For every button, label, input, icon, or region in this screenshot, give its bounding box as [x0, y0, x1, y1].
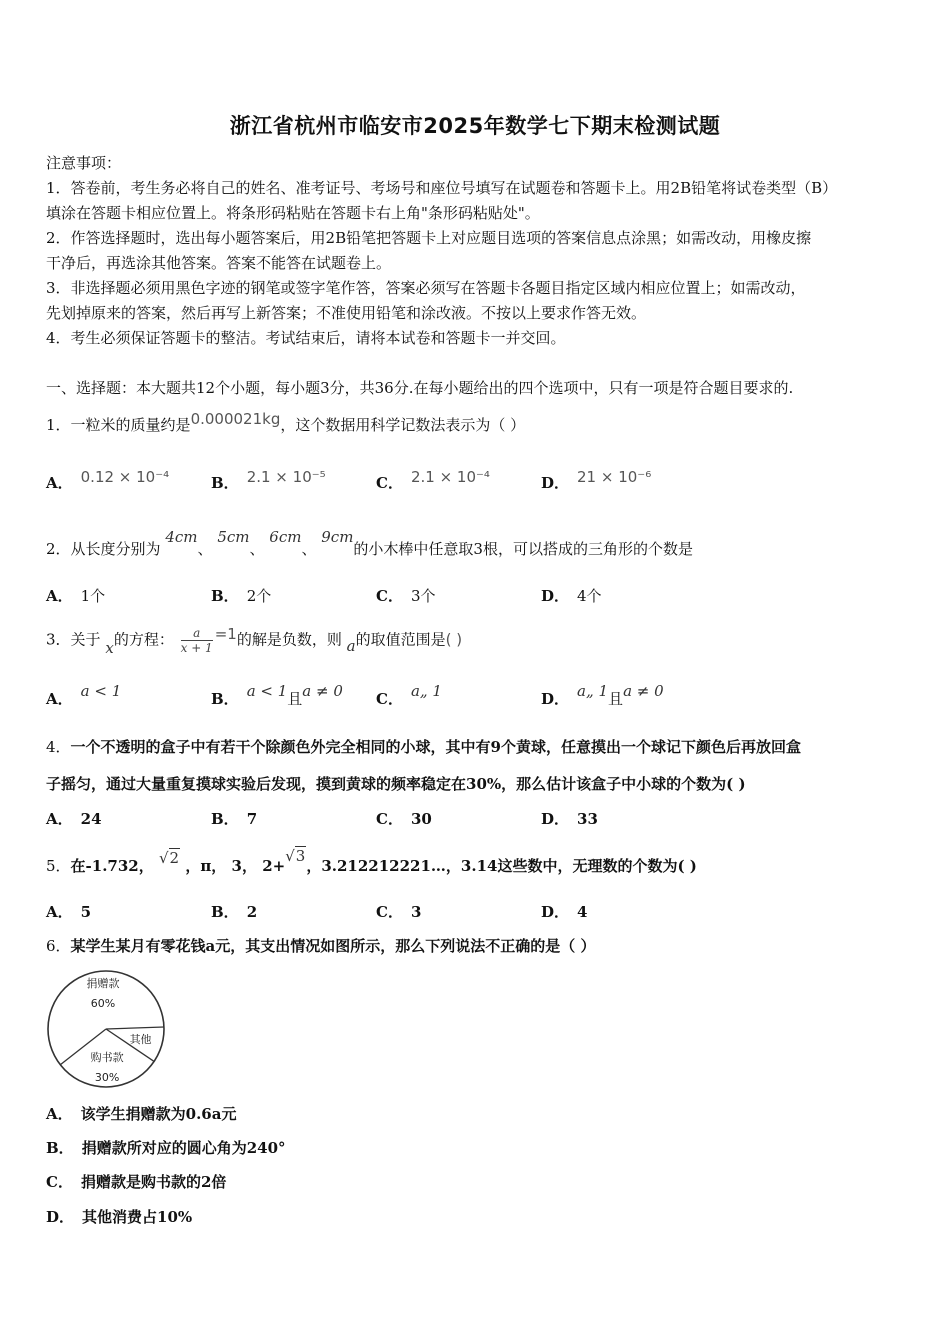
q1-option-c: C． 2.1 × 10⁻⁴ — [376, 468, 490, 492]
q4-option-c: C． 30 — [376, 810, 432, 828]
q5-sqrt-2: √2 — [158, 849, 180, 867]
q2-length-3: 6cm — [269, 528, 302, 546]
q4-option-d: D． 33 — [541, 810, 598, 828]
q4-option-b: B． 7 — [211, 810, 258, 828]
pie-group — [48, 971, 164, 1087]
q2-length-4: 9cm — [321, 528, 354, 546]
q2-option-b: B． 2个 — [211, 587, 272, 605]
notes-heading: 注意事项： — [46, 154, 122, 172]
q5-option-d: D． 4 — [541, 903, 588, 921]
q6-option-a: A． 该学生捐赠款为0.6a元 — [46, 1105, 237, 1123]
question-4-line-2: 子摇匀，通过大量重复摸球实验后发现，摸到黄球的频率稳定在30%，那么估计该盒子中小球的个数为( ) — [46, 775, 746, 793]
q3-option-a: A． a < 1 — [46, 682, 122, 708]
q1-option-a: A． 0.12 × 10⁻⁴ — [46, 468, 170, 492]
question-2: 2．从长度分别为 4cm、 5cm、 6cm、 9cm的小木棒中任意取3根，可以搭成的三角形的个数是 — [46, 528, 693, 558]
question-3: 3．关于 x的方程： $\frac{a}{x + 1}$ =1的解是负数，则 a的取值范围是( ) — [46, 624, 463, 657]
q3-option-b: B． a < 1且a ≠ 0 — [211, 682, 343, 708]
note-4: 4．考生必须保证答题卡的整洁。考试结束后，请将本试卷和答题卡一并交回。 — [46, 329, 566, 347]
q1-option-d: D． 21 × 10⁻⁶ — [541, 468, 652, 492]
question-5: 5．在-1.732， √2 ，π， 3， 2+√3，3.212212221…，3.14这些数中，无理数的个数为( ) — [46, 847, 697, 875]
note-1a: 1．答卷前，考生务必将自己的姓名、准考证号、考场号和座位号填写在试题卷和答题卡上。用2B铅笔将试卷类型（B） — [46, 179, 838, 197]
q6-option-b: B． 捐赠款所对应的圆心角为240° — [46, 1139, 286, 1157]
q5-option-a: A． 5 — [46, 903, 92, 921]
q1-value: 0.000021kg — [190, 410, 281, 428]
pie-label-3: 其他 — [129, 1032, 152, 1046]
q5-option-c: C． 3 — [376, 903, 422, 921]
q6-option-d: D． 其他消费占10% — [46, 1208, 193, 1226]
q2-number: 2． — [46, 540, 71, 558]
pie-value-label-2: 30% — [94, 1070, 120, 1084]
note-2b: 干净后，再选涂其他答案。答案不能答在试题卷上。 — [46, 254, 392, 272]
question-1 — [46, 410, 526, 435]
q2-post: 的小木棒中任意取3根，可以搭成的三角形的个数是 — [353, 540, 693, 558]
q3-option-d: D． a„ 1且a ≠ 0 — [541, 682, 664, 708]
q3-option-c: C． a„ 1 — [376, 682, 442, 708]
q3-number: 3． — [46, 630, 71, 649]
expense-pie-chart — [45, 970, 167, 1092]
q1-pre: 一粒米的质量约是 — [70, 416, 191, 434]
page-title: 浙江省杭州市临安市2025年数学七下期末检测试题 — [229, 114, 721, 138]
q2-length-2: 5cm — [217, 528, 250, 546]
q2-option-c: C． 3个 — [376, 587, 436, 605]
pie-value-label-1: 60% — [90, 997, 116, 1010]
q5-sqrt-3: √3 — [285, 847, 306, 865]
question-4-line-1: 4．一个不透明的盒子中有若干个除颜色外完全相同的小球，其中有9个黄球，任意摸出一个球记下颜色后再放回盒 — [46, 738, 801, 756]
note-3b: 先划掉原来的答案，然后再写上新答案；不准使用铅笔和涂改液。不按以上要求作答无效。 — [46, 304, 647, 322]
q3-pre: 关于 — [70, 630, 101, 649]
q1-number: 1． — [46, 416, 71, 434]
q5-option-b: B． 2 — [211, 903, 258, 921]
note-1b: 填涂在答题卡相应位置上。将条形码粘贴在答题卡右上角"条形码粘贴处"。 — [46, 204, 540, 222]
q3-fraction: $\frac{a}{x + 1}$ — [180, 626, 213, 655]
q6-option-c: C． 捐赠款是购书款的2倍 — [46, 1173, 227, 1191]
section-heading: 一、选择题：本大题共12个小题，每小题3分，共36分.在每小题给出的四个选项中，只有一项是符合题目要求的. — [46, 379, 794, 397]
pie-label-2: 购书款 — [90, 1050, 124, 1064]
question-6: 6．某学生某月有零花钱a元，其支出情况如图所示，那么下列说法不正确的是（ ） — [46, 937, 596, 955]
q1-post: ，这个数据用科学记数法表示为（ ） — [280, 416, 526, 434]
q2-length-1: 4cm — [165, 528, 198, 546]
q2-option-d: D． 4个 — [541, 587, 602, 605]
note-3a: 3．非选择题必须用黑色字迹的钢笔或签字笔作答，答案必须写在答题卡各题目指定区域内相应位置上；如需改动， — [46, 279, 806, 297]
note-2a: 2．作答选择题时，选出每小题答案后，用2B铅笔把答题卡上对应题目选项的答案信息点涂黑；如需改动，用橡皮擦 — [46, 229, 812, 247]
q3-var-x: x — [105, 638, 114, 657]
q2-pre: 从长度分别为 — [70, 540, 161, 558]
q4-option-a: A． 24 — [46, 810, 102, 828]
pie-label-1: 捐赠款 — [86, 977, 120, 990]
q2-option-a: A． 1个 — [46, 587, 106, 605]
q1-option-b: B． 2.1 × 10⁻⁵ — [211, 468, 326, 492]
q3-var-a: a — [346, 636, 356, 655]
